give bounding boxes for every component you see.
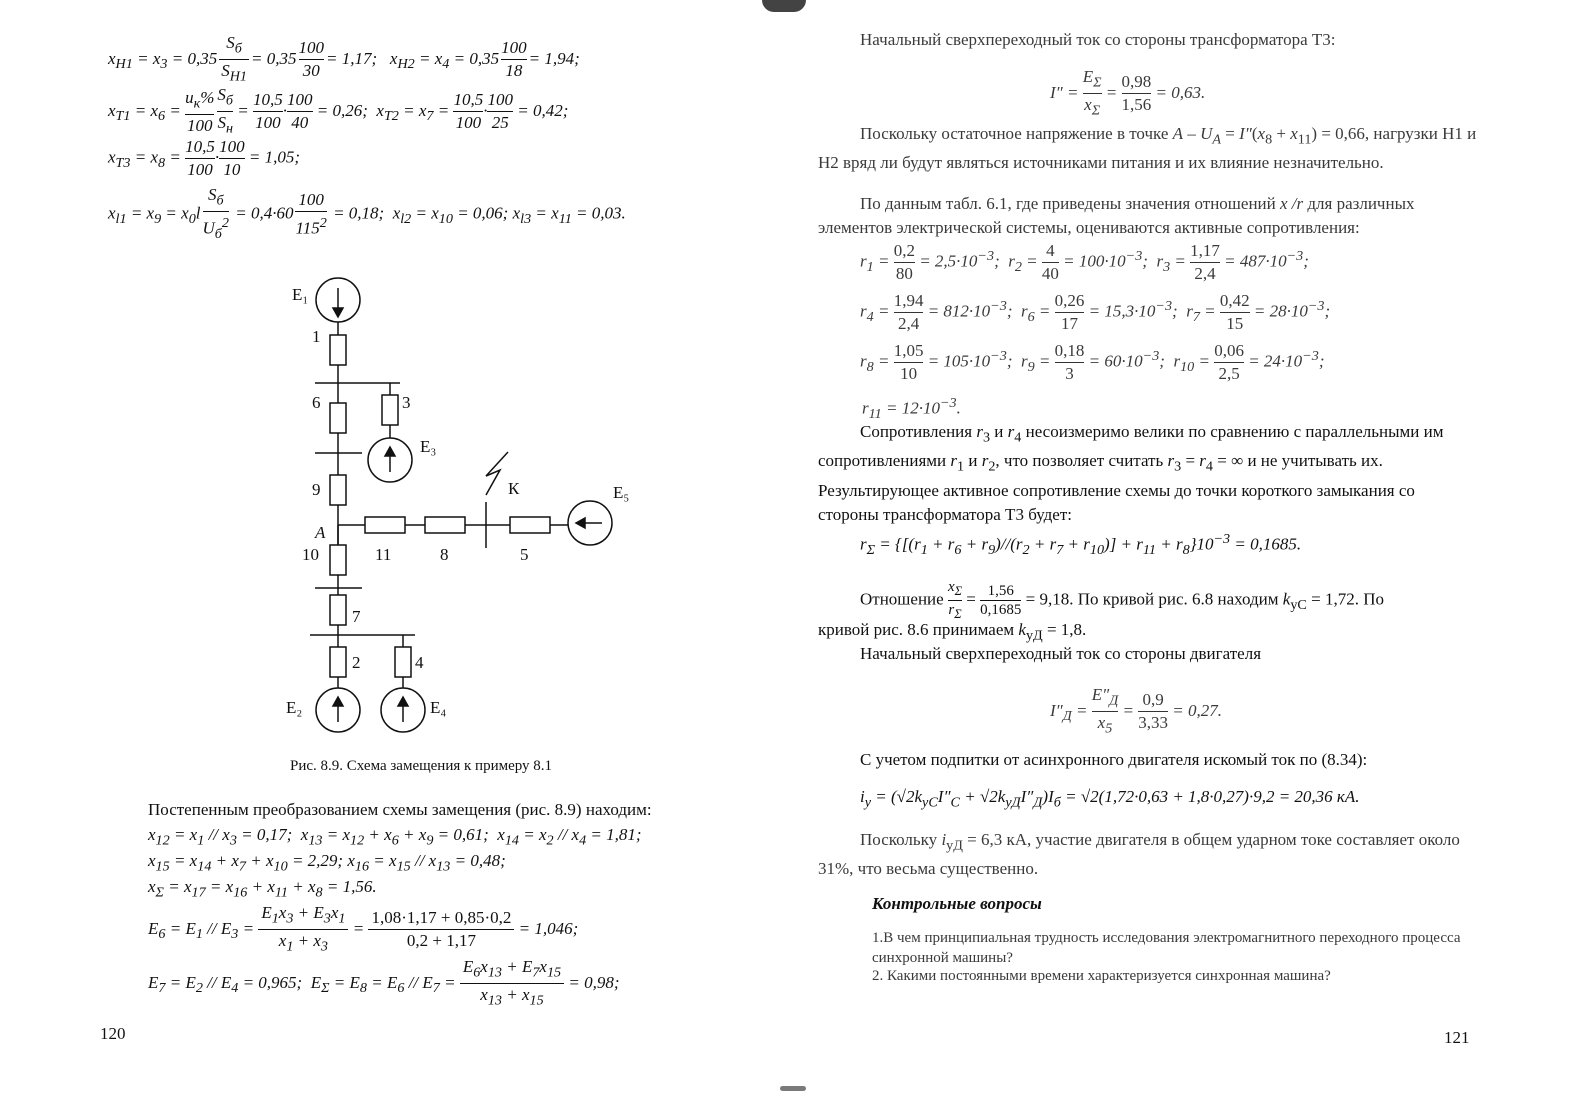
label-6: 6: [312, 393, 321, 412]
label-e4: E₄: [430, 698, 447, 717]
formula-x12: $x_{12} = x_1 // x_3 = 0,17$; $x_{13} = x_{12} + x_6 + x_9 = 0,61$; $x_{14} = x_2 // x_4 = 1,81$;: [148, 825, 642, 849]
label-5: 5: [520, 545, 529, 564]
resistance-row-2: $r_4$ = $\frac{1,94}{2,4}$ = $812\cdot 10^{-3}$; $r_6$ = $\frac{0,26}{17}$ = $15,3\cdot 10^{-3}$; $r_7$ = $\frac{0,42}{15}$ = $28\cdot 10^{-3}$;: [860, 291, 1331, 333]
formula-xsum: $x_\Sigma = x_{17} = x_{16} + x_{11} + x_8 = 1,56$.: [148, 877, 377, 901]
label-a: A: [315, 523, 326, 542]
questions-heading: Контрольные вопросы: [872, 894, 1042, 913]
para-ratio-line1: Отношение $\frac{x_\Sigma}{r_\Sigma}$ = $\frac{1,56}{0,1685}$ = 9,18. По кривой рис. 6.8 находим $k_{уС} = 1,72$. По: [860, 579, 1384, 621]
formula-i-initial: I″ = $\frac{E_\Sigma}{x_\Sigma}$ = $\frac{0,98}{1,56}$ = 0,63.: [1050, 67, 1206, 119]
formula-xl1: $x_{l1} = x_9 = x_0l$ $S_б$ $U_б^2$ = 0,4·60 $\frac{100}{115^2}$ = 0,18; $x_{l2} = x_{10} = 0,06$; $x_{l3} = x_{11} = 0,03$.: [108, 185, 626, 243]
paragraph-transform: Постепенным преобразованием схемы замещения (рис. 8.9) находим:: [148, 800, 652, 819]
question-1: 1.В чем принципиальная трудность исследования электромагнитного переходного процесса синхронной машины?: [872, 930, 1461, 966]
equivalent-circuit-diagram: [270, 270, 650, 750]
formula-x15: $x_{15} = x_{14} + x_7 + x_{10} = 2,29$; $x_{16} = x_{15} // x_{13} = 0,48$;: [148, 851, 506, 875]
para-share: Поскольку $i_{уД} = 6,3$ кА, участие двигателя в общем ударном токе составляет около 31%, что весьма существенно.: [818, 830, 1460, 879]
formula-xt1: $x_{T1} = x_6$ = $u_к\%$ 100 $S_б$ $S_н$ = $\frac{10,5}{100}$ · $\frac{100}{40}$ = 0,26; $x_{T2} = x_7$ = $\frac{10,5}{100}$ · $\frac{100}{25}$ = 0,42;: [108, 85, 569, 137]
formula-r-sum: $r_\Sigma = \{[(r_1 + r_6 + r_9)//(r_2 + r_7 + r_{10})] + r_{11} + r_8\}10^{-3} = 0,1685$.: [860, 531, 1302, 559]
element-1: [330, 335, 346, 365]
formula-iy: $i_у = (√2k_{уС}I''_С + √2k_{уД}I''_Д)I_б = √2(1,72\cdot 0,63 + 1,8\cdot 0,27)\cdot 9,2 = 20,36$ кА.: [860, 787, 1360, 811]
label-3: 3: [402, 393, 411, 412]
resistance-row-1: $r_1$ = $\frac{0,2}{80}$ = $2,5\cdot 10^{-3}$; $r_2$ = $\frac{4}{40}$ = $100\cdot 10^{-3}$; $r_3$ = $\frac{1,17}{2,4}$ = $487\cdot 10^{-3}$;: [860, 241, 1309, 283]
para-residual: Поскольку остаточное напряжение в точке $A - U_A = I''(x_8 + x_{11}) = 0,66$, нагрузки Н1 и Н2 вряд ли будут являться источниками питания и их влияние незначительно.: [818, 124, 1477, 173]
para-resist: Сопротивления $r_3$ и $r_4$ несоизмеримо велики по сравнению с параллельными им сопротивлениями $r_1$ и $r_2$, что позволяет считать $r_3 = r_4$ = ∞ и не учитывать их. Результирующее активное сопротивление схемы до точки короткого замыкания со стороны трансформатора Т3 будет:: [818, 422, 1444, 524]
element-10: [330, 545, 346, 575]
resistance-row-3: $r_8$ = $\frac{1,05}{10}$ = $105\cdot 10^{-3}$; $r_9$ = $\frac{0,18}{3}$ = $60\cdot 10^{-3}$; $r_{10}$ = $\frac{0,06}{2,5}$ = $24\cdot 10^{-3}$;: [860, 341, 1325, 383]
label-1: 1: [312, 327, 321, 346]
label-10: 10: [302, 545, 319, 564]
element-4: [395, 647, 411, 677]
line-feed: С учетом подпитки от асинхронного двигателя искомый ток по (8.34):: [860, 750, 1368, 769]
label-k: К: [508, 479, 520, 498]
label-11: 11: [375, 545, 392, 564]
element-7: [330, 595, 346, 625]
line-motor: Начальный сверхпереходный ток со стороны двигателя: [860, 644, 1262, 663]
intro-line: Начальный сверхпереходный ток со стороны трансформатора Т3:: [860, 30, 1336, 49]
label-e5: E₅: [613, 483, 630, 502]
fault-mark-k: [486, 452, 508, 495]
element-6: [330, 403, 346, 433]
element-5: [510, 517, 550, 533]
page-number-right: 121: [1444, 1028, 1470, 1047]
scan-blot-bottom: [780, 1086, 806, 1091]
para-table: По данным табл. 6.1, где приведены значения отношений x /r для различных элементов электрической системы, оцениваются активные сопротивления:: [818, 194, 1415, 237]
resistance-row-4: $r_{11} = 12\cdot 10^{-3}$.: [862, 395, 961, 423]
question-2: 2. Какими постоянными времени характеризуется синхронная машина?: [872, 968, 1331, 984]
element-11: [365, 517, 405, 533]
label-e3: E₃: [420, 437, 437, 456]
element-3: [382, 395, 398, 425]
label-4: 4: [415, 653, 424, 672]
label-e1: E₁: [292, 285, 309, 304]
element-8: [425, 517, 465, 533]
page-number-left: 120: [100, 1024, 126, 1043]
scan-blot-top: [762, 0, 806, 12]
para-ratio-line2: кривой рис. 8.6 принимаем $k_{уД} = 1,8$.: [818, 620, 1087, 644]
label-e2: E₂: [286, 698, 303, 717]
label-9: 9: [312, 480, 321, 499]
element-9: [330, 475, 346, 505]
label-2: 2: [352, 653, 361, 672]
label-7: 7: [352, 607, 361, 626]
formula-xh: $x_{H1} = x_3 = 0,35$ $S_б$ $S_{H1}$ = 0,35 $\frac{100}{30}$ = 1,17; $x_{H2} = x_4 = 0,35$ $\frac{100}{18}$ = 1,94;: [108, 33, 580, 85]
formula-xt3: $x_{T3} = x_8$ = $\frac{10,5}{100}$ · $\frac{100}{10}$ = 1,05;: [108, 137, 300, 179]
label-8: 8: [440, 545, 449, 564]
element-2: [330, 647, 346, 677]
formula-i-motor: $I''_Д$ = $E''_Д$ $x_5$ = $\frac{0,9}{3,33}$ = 0,27.: [1050, 685, 1222, 737]
figure-caption: Рис. 8.9. Схема замещения к примеру 8.1: [290, 758, 553, 774]
formula-e6: $E_6 = E_1 // E_3$ = $\frac{E_1x_3 + E_3x_1}{x_1 + x_3}$ = $\frac{1,08\cdot 1,17 + 0,85\cdot 0,2}{0,2 + 1,17}$ = 1,046;: [148, 903, 579, 955]
formula-e7: $E_7 = E_2 // E_4 = 0,965$; $E_\Sigma = E_8 = E_6 // E_7$ = $\frac{E_6x_{13} + E_7x_{15}}{x_{13} + x_{15}}$ = 0,98;: [148, 957, 620, 1009]
